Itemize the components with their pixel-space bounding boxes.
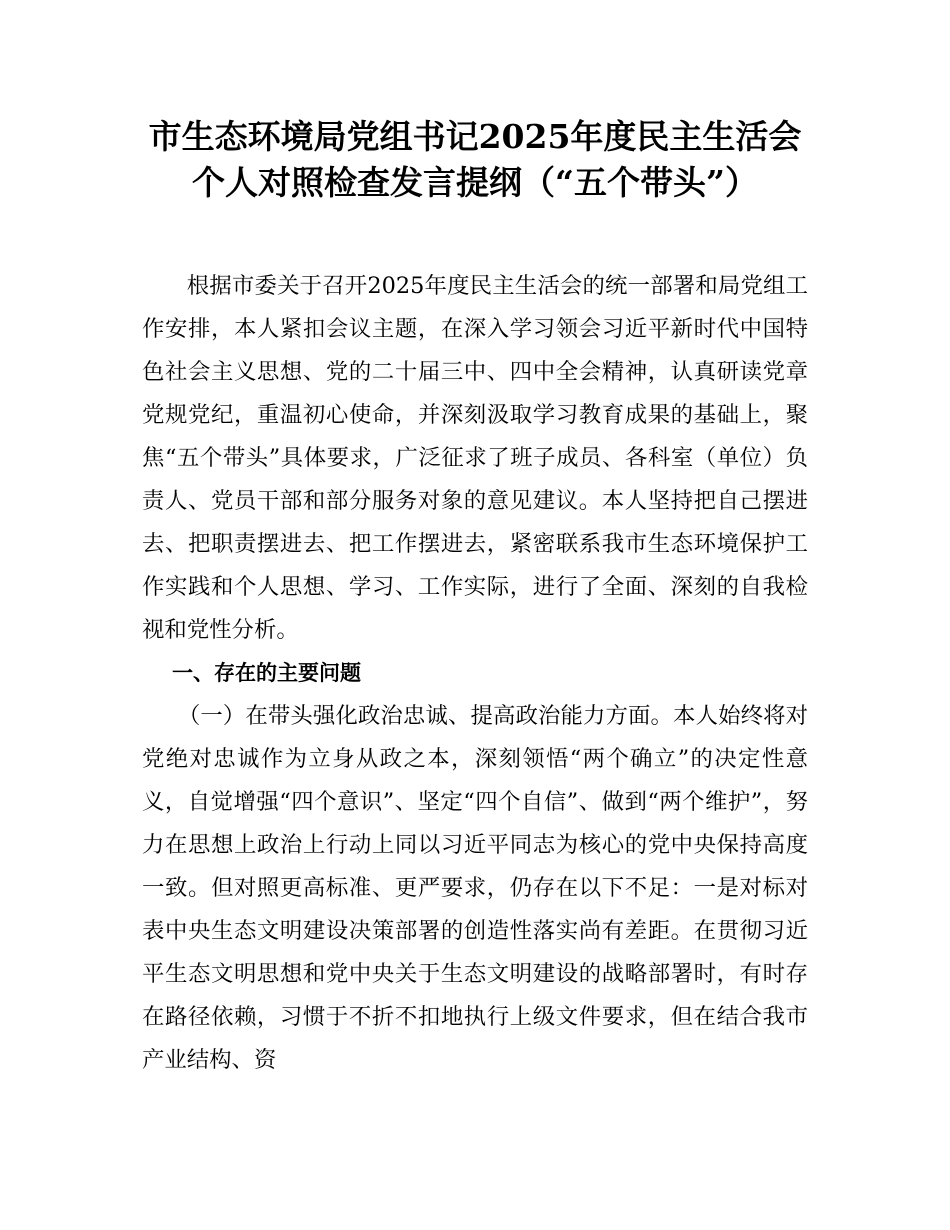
- document-title-line-1: 市生态环境局党组书记2025年度民主生活会: [148, 117, 802, 156]
- section-heading: 一、存在的主要问题: [172, 661, 361, 685]
- document-body: [142, 265, 808, 1082]
- intro-paragraph: 根据市委关于召开2025年度民主生活会的统一部署和局党组工作安排，本人紧扣会议主题，在深入学习领会习近平新时代中国特色社会主义思想、党的二十届三中、四中全会精神，认真研读党章党规党纪，重温初心使命，并深刻汲取学习教育成果的基础上，聚焦“五个带头”具体要求，广泛征求了班子成员、各科室（单位）负责人、党员干部和部分服务对象的意见建议。本人坚持把自己摆进去、把职责摆进去、把工作摆进去，紧密联系我市生态环境保护工作实践和个人思想、学习、工作实际，进行了全面、深刻的自我检视和党性分析。: [142, 273, 808, 643]
- document-title-line-2: 个人对照检查发言提纲（“五个带头”）: [192, 163, 758, 202]
- issue-paragraph: （一）在带头强化政治忠诚、提高政治能力方面。本人始终将对党绝对忠诚作为立身从政之本，深刻领悟“两个确立”的决定性意义，自觉增强“四个意识”、坚定“四个自信”、做到“两个维护”，努力在思想上政治上行动上同以习近平同志为核心的党中央保持高度一致。但对照更高标准、更严要求，仍存在以下不足：一是对标对表中央生态文明建设决策部署的创造性落实尚有差距。在贯彻习近平生态文明思想和党中央关于生态文明建设的战略部署时，有时存在路径依赖，习惯于不折不扣地执行上级文件要求，但在结合我市产业结构、资: [142, 703, 808, 1073]
